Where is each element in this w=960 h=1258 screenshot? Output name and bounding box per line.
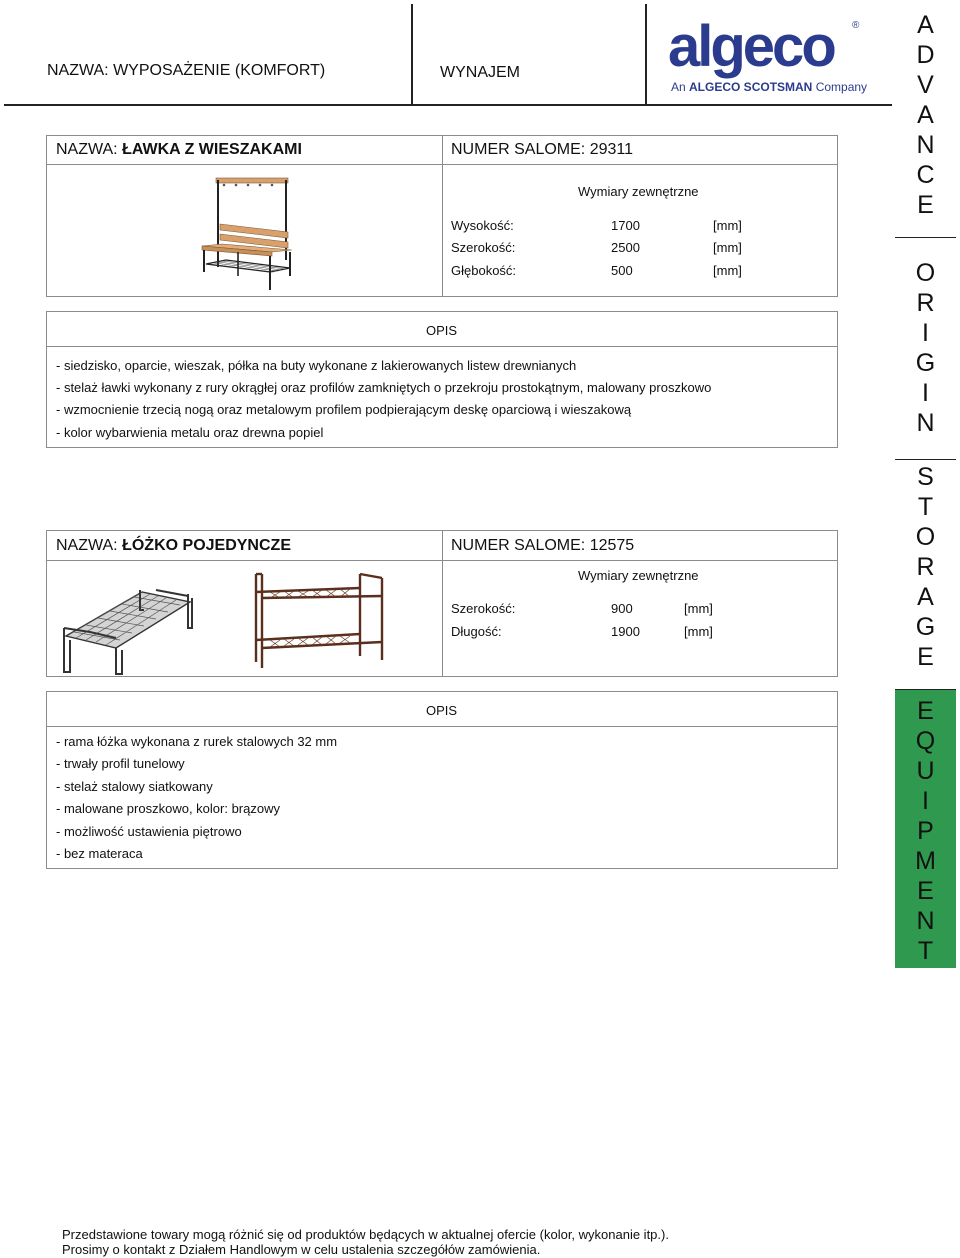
product-number: NUMER SALOME: 29311 [451,141,633,158]
rental-label: WYNAJEM [440,64,520,81]
side-tab-advance [895,6,956,238]
dim-unit: [mm] [713,263,742,278]
dim-label: Szerokość: [451,240,516,255]
side-letter: V [917,71,934,99]
side-letter: C [916,161,935,189]
side-letter: N [916,907,935,935]
header-divider [411,4,413,106]
description-line: - stelaż stalowy siatkowany [56,779,213,794]
dims-header: Wymiary zewnętrzne [578,184,699,199]
bench-image [196,172,296,296]
side-letter: N [916,131,935,159]
side-letter: Q [915,727,936,755]
header-rule [4,104,892,106]
side-letter: I [922,319,929,347]
side-letter: I [922,379,929,407]
box-divider [442,135,443,297]
description-line: - trwały profil tunelowy [56,756,185,771]
dim-label: Głębokość: [451,263,517,278]
dim-unit: [mm] [684,601,713,616]
dim-value: 1700 [611,218,640,233]
svg-text:®: ® [852,20,860,31]
description-title: OPIS [426,703,458,718]
product-number: NUMER SALOME: 12575 [451,537,635,554]
side-letter: U [916,757,935,785]
dim-value: 900 [611,601,633,616]
side-letter: A [917,101,934,129]
side-letter: E [917,877,934,905]
description-line: - bez materaca [56,846,143,861]
dim-unit: [mm] [684,624,713,639]
product-title: NAZWA: ŁÓŻKO POJEDYNCZE [56,537,291,554]
logo-tagline: An ALGECO SCOTSMAN Company [671,80,868,94]
side-letter: O [915,259,936,287]
side-letter: R [916,553,935,581]
dim-unit: [mm] [713,240,742,255]
side-letter: A [917,583,934,611]
side-tab-equipment [895,690,956,968]
footer-contact: Prosimy o kontakt z Działem Handlowym w celu ustalenia szczegółów zamówienia. [62,1242,541,1257]
document-name-label: NAZWA: WYPOSAŻENIE (KOMFORT) [47,62,326,79]
dim-value: 500 [611,263,633,278]
box-divider [46,726,838,727]
side-letter: N [916,409,935,437]
product-title: NAZWA: ŁAWKA Z WIESZAKAMI [56,141,302,158]
side-tab-origin [895,238,956,460]
header-divider [645,4,647,106]
description-line: - możliwość ustawienia piętrowo [56,824,242,839]
description-line: - stelaż ławki wykonany z rury okrągłej oraz profilów zamkniętych o przekroju prostokątnym, malowany proszkowo [56,380,712,395]
side-letter: G [915,349,936,377]
side-letter: M [915,847,936,875]
svg-text:algeco: algeco [668,14,834,79]
side-letter: G [915,613,936,641]
side-letter: I [922,787,929,815]
footer-disclaimer: Przedstawione towary mogą różnić się od produktów będących w aktualnej ofercie (kolor, wykonanie itp.). [62,1227,669,1242]
description-line: - malowane proszkowo, kolor: brązowy [56,801,280,816]
dim-label: Długość: [451,624,502,639]
description-line: - rama łóżka wykonana z rurek stalowych 32 mm [56,734,338,749]
dim-unit: [mm] [713,218,742,233]
bunk-bed-image [250,570,390,676]
side-letter: E [917,643,934,671]
side-letter: T [917,493,934,521]
description-line: - siedzisko, oparcie, wieszak, półka na buty wykonane z lakierowanych listew drewnianych [56,358,577,373]
side-letter: A [917,11,934,39]
box-divider [46,346,838,347]
side-letter: R [916,289,935,317]
box-divider [442,530,443,677]
single-bed-image [60,588,196,676]
description-line: - kolor wybarwienia metalu oraz drewna popiel [56,425,324,440]
side-letter: P [917,817,934,845]
dim-value: 1900 [611,624,640,639]
side-letter: T [917,937,934,965]
description-title: OPIS [426,323,458,338]
side-letter: O [915,523,936,551]
dims-header: Wymiary zewnętrzne [578,568,699,583]
side-letter: S [917,463,934,491]
side-letter: D [916,41,935,69]
dim-value: 2500 [611,240,640,255]
dim-label: Wysokość: [451,218,514,233]
side-letter: E [917,191,934,219]
side-tab-storage [895,460,956,690]
dim-label: Szerokość: [451,601,516,616]
side-letter: E [917,697,934,725]
description-line: - wzmocnienie trzecią nogą oraz metalowym profilem podpierającym deskę oparciową i wieszakową [56,402,632,417]
